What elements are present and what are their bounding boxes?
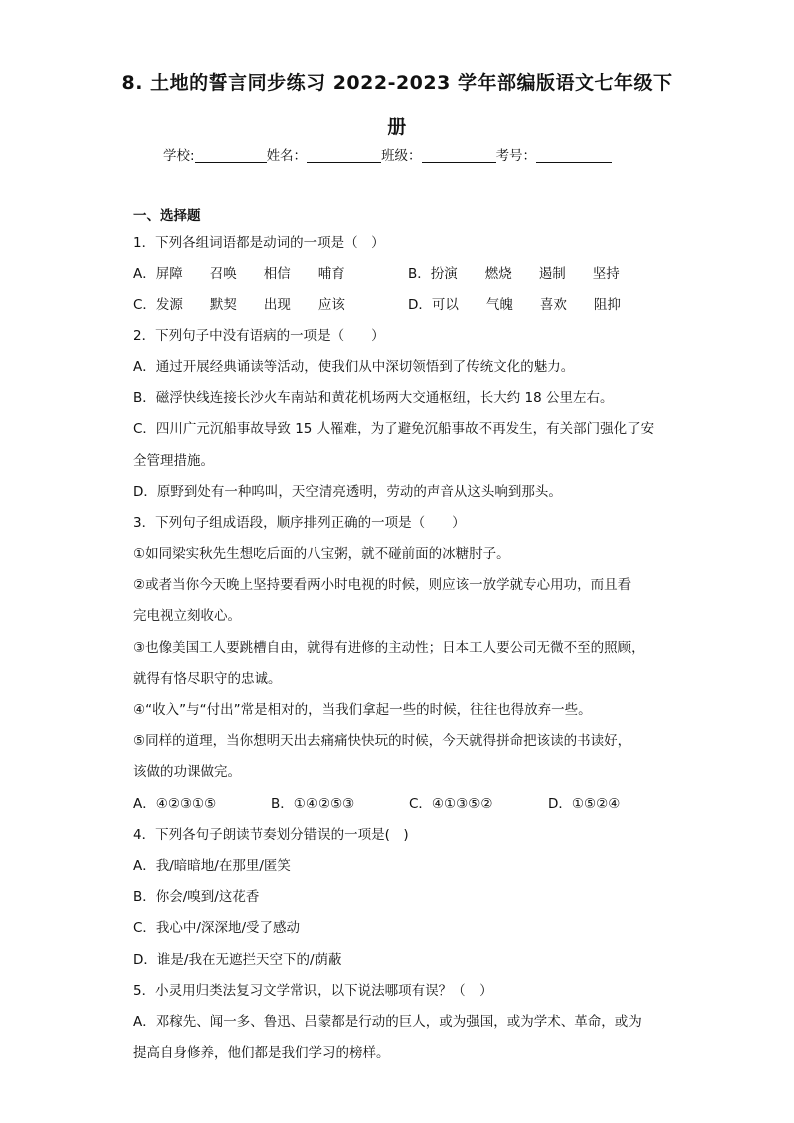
question-stem: 3．下列句子组成语段，顺序排列正确的一项是（ ） xyxy=(133,515,466,531)
id-label: 考号： xyxy=(495,148,537,164)
sentence-1: ①如同梁实秋先生想吃后面的八宝粥，就不碰前面的冰糖肘子。 xyxy=(133,546,510,562)
class-blank xyxy=(422,148,496,163)
sentence-2: ②或者当你今天晚上坚持要看两小时电视的时候，则应该一放学就专心用功，而且看 xyxy=(133,577,632,593)
name-label: 姓名： xyxy=(266,148,308,164)
option-b: B．磁浮快线连接长沙火车南站和黄花机场两大交通枢纽，长大约 18 公里左右。 xyxy=(133,390,614,406)
sentence-5: ⑤同样的道理，当你想明天出去痛痛快快玩的时候，今天就得拼命把该读的书读好， xyxy=(133,733,632,749)
option-c: C．④①③⑤② xyxy=(409,796,493,812)
question-stem: 2．下列句子中没有语病的一项是（ ） xyxy=(133,328,385,344)
option-a: A．④②③①⑤ xyxy=(133,796,217,812)
option-a: A．邓稼先、闻一多、鲁迅、吕蒙都是行动的巨人，或为强国，或为学术、革命，或为 xyxy=(133,1014,642,1030)
section-heading: 一、选择题 xyxy=(133,208,201,224)
option-d: D．①⑤②④ xyxy=(548,796,621,812)
option-a: A．屏障 召唤 相信 哺育 xyxy=(133,266,345,282)
option-c: C．发源 默契 出现 应该 xyxy=(133,297,345,313)
sentence-4: ④“收入”与“付出”常是相对的，当我们拿起一些的时候，往往也得放弃一些。 xyxy=(133,702,592,718)
option-c: C．我心中/深深地/受了感动 xyxy=(133,920,301,936)
option-d: D．原野到处有一种呜叫，天空清亮透明，劳动的声音从这头响到那头。 xyxy=(133,484,562,500)
option-a-continued: 提高自身修养，他们都是我们学习的榜样。 xyxy=(133,1045,390,1061)
document-title: 8. 土地的誓言同步练习 2022-2023 学年部编版语文七年级下 xyxy=(121,72,673,94)
sentence-2-continued: 完电视立刻收心。 xyxy=(133,608,241,624)
option-b: B．扮演 燃烧 遏制 坚持 xyxy=(408,266,620,282)
option-a: A．通过开展经典诵读等活动，使我们从中深切领悟到了传统文化的魅力。 xyxy=(133,359,575,375)
question-stem: 4．下列各句子朗读节奏划分错误的一项是( ) xyxy=(133,827,409,843)
option-a: A．我/暗暗地/在那里/匿笑 xyxy=(133,858,291,874)
student-info-row xyxy=(163,144,612,164)
sentence-3-continued: 就得有恪尽职守的忠诚。 xyxy=(133,671,282,687)
option-b: B．①④②⑤③ xyxy=(271,796,355,812)
school-label: 学校: xyxy=(163,148,195,164)
option-c: C．四川广元沉船事故导致 15 人罹难，为了避免沉船事故不再发生，有关部门强化了安 xyxy=(133,421,655,437)
document-title-continued: 册 xyxy=(387,116,407,138)
sentence-5-continued: 该做的功课做完。 xyxy=(133,764,241,780)
name-blank xyxy=(307,148,381,163)
id-blank xyxy=(536,148,612,163)
option-d: D．可以 气魄 喜欢 阻抑 xyxy=(408,297,621,313)
question-stem: 5．小灵用归类法复习文学常识，以下说法哪项有误？（ ） xyxy=(133,983,493,999)
class-label: 班级： xyxy=(381,148,422,164)
sentence-3: ③也像美国工人要跳槽自由，就得有进修的主动性；日本工人要公司无微不至的照顾， xyxy=(133,640,645,656)
question-stem: 1．下列各组词语都是动词的一项是（ ） xyxy=(133,235,385,251)
school-blank xyxy=(195,148,267,163)
option-b: B．你会/嗅到/这花香 xyxy=(133,889,260,905)
option-d: D．谁是/我在无遮拦天空下的/荫蔽 xyxy=(133,952,342,968)
option-c-continued: 全管理措施。 xyxy=(133,453,214,469)
